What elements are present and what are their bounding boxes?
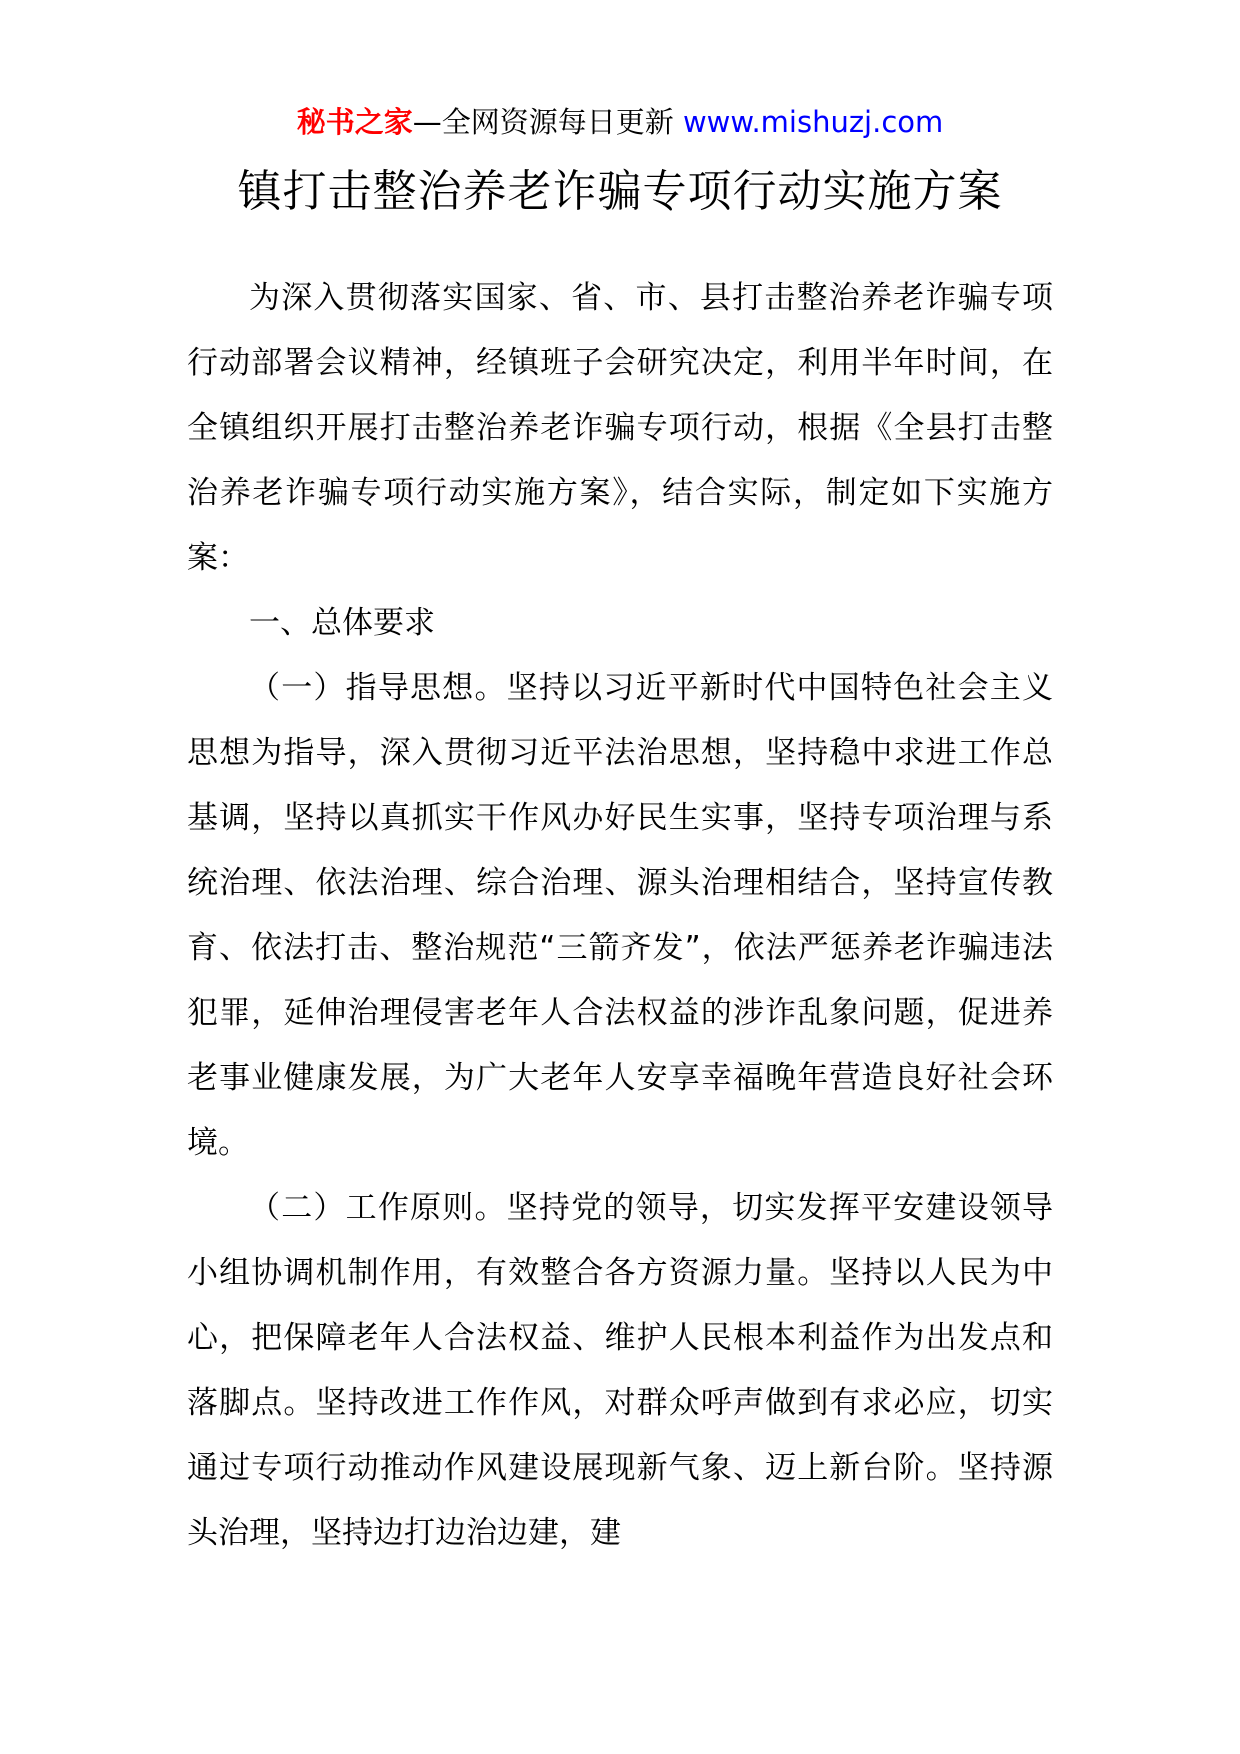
section-heading: 一、总体要求: [249, 605, 435, 641]
guiding-ideology-paragraph: （一）指导思想。坚持以习近平新时代中国特色社会主义思想为指导，深入贯彻习近平法治思想，坚持稳中求进工作总基调，坚持以真抓实干作风办好民生实事，坚持专项治理与系统治理、依法治理、综合治理、源头治理相结合，坚持宣传教育、依法打击、整治规范“三箭齐发”，依法严惩养老诈骗违法犯罪，延伸治理侵害老年人合法权益的涉诈乱象问题，促进养老事业健康发展，为广大老年人安享幸福晚年营造良好社会环境。: [187, 670, 1053, 1161]
document-body: [187, 266, 1053, 1566]
brand-name: 秘书之家: [296, 105, 413, 139]
header-tagline: —全网资源每日更新: [412, 105, 683, 139]
document-title: 镇打击整治养老诈骗专项行动实施方案: [237, 166, 1003, 217]
intro-paragraph: 为深入贯彻落实国家、省、市、县打击整治养老诈骗专项行动部署会议精神，经镇班子会研究决定，利用半年时间，在全镇组织开展打击整治养老诈骗专项行动，根据《全县打击整治养老诈骗专项行动实施方案》，结合实际，制定如下实施方案：: [187, 280, 1053, 576]
site-url: www.mishuzj.com: [682, 105, 944, 139]
watermark-header: [0, 100, 1240, 144]
work-principles-paragraph: （二）工作原则。坚持党的领导，切实发挥平安建设领导小组协调机制作用，有效整合各方资源力量。坚持以人民为中心，把保障老年人合法权益、维护人民根本利益作为出发点和落脚点。坚持改进工作作风，对群众呼声做到有求必应，切实通过专项行动推动作风建设展现新气象、迈上新台阶。坚持源头治理，坚持边打边治边建，建: [187, 1190, 1053, 1551]
